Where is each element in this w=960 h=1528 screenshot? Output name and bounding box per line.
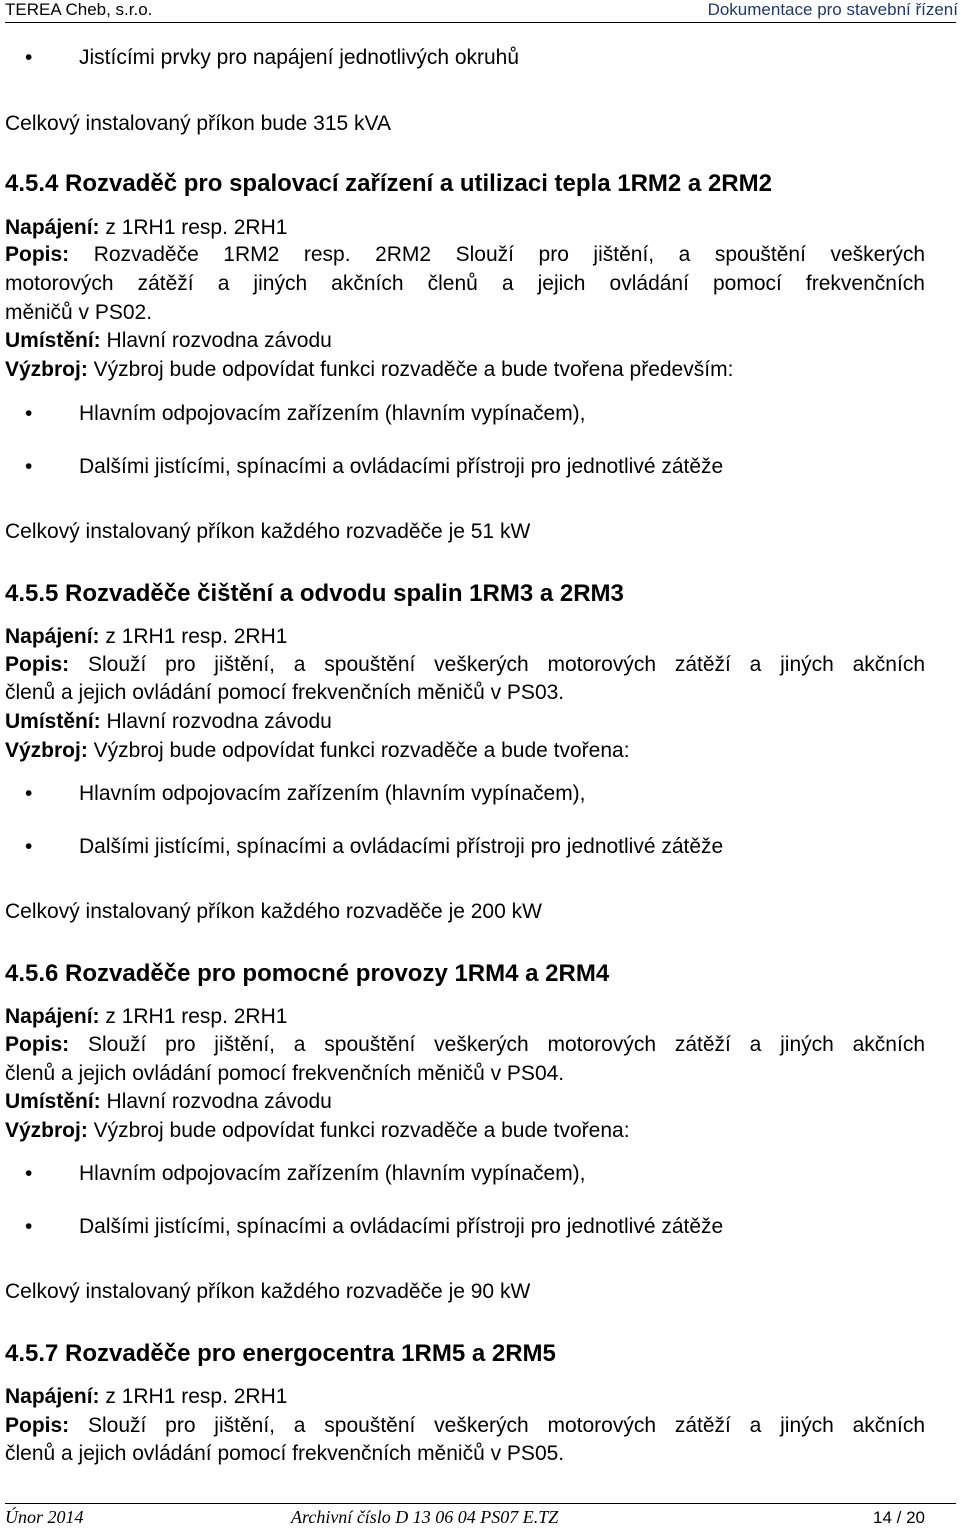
s454-vyzbroj: Výzbroj: Výzbroj bude odpovídat funkci rozvaděče a bude tvořena především: (5, 358, 734, 381)
s455-bullet-1: Hlavním odpojovacím zařízením (hlavním vypínačem), (79, 782, 586, 805)
footer-divider (5, 1503, 956, 1504)
s456-napajeni: Napájení: z 1RH1 resp. 2RH1 (5, 1005, 288, 1028)
s456-bullet-1: Hlavním odpojovacím zařízením (hlavním vypínačem), (79, 1162, 586, 1185)
bullet-dot-icon: • (25, 835, 33, 858)
s456-popis-1: Popis: Slouží pro jištění, a spouštění veškerých motorových zátěží a jiných akčních (5, 1033, 925, 1056)
bullet-dot-icon: • (25, 46, 33, 69)
heading-454: 4.5.4 Rozvaděč pro spalovací zařízení a utilizaci tepla 1RM2 a 2RM2 (5, 170, 772, 197)
bullet-dot-icon: • (25, 1162, 33, 1185)
bullet-dot-icon: • (25, 1215, 33, 1238)
s455-total: Celkový instalovaný příkon každého rozvaděče je 200 kW (5, 900, 542, 923)
s455-napajeni: Napájení: z 1RH1 resp. 2RH1 (5, 625, 288, 648)
s454-bullet-1: Hlavním odpojovacím zařízením (hlavním vypínačem), (79, 402, 586, 425)
s457-popis-1: Popis: Slouží pro jištění, a spouštění veškerých motorových zátěží a jiných akčních (5, 1414, 925, 1437)
footer-archive: Archivní číslo D 13 06 04 PS07 E.TZ (291, 1507, 559, 1527)
bullet-dot-icon: • (25, 455, 33, 478)
top-total: Celkový instalovaný příkon bude 315 kVA (5, 112, 391, 135)
s454-popis-2: motorových zátěží a jiných akčních členů a jejich ovládání pomocí frekvenčních (5, 272, 925, 295)
bullet-dot-icon: • (25, 782, 33, 805)
s454-popis-3: měničů v PS02. (5, 301, 153, 324)
s456-bullet-2: Dalšími jistícími, spínacími a ovládacími přístroji pro jednotlivé zátěže (79, 1215, 724, 1238)
s456-vyzbroj: Výzbroj: Výzbroj bude odpovídat funkci rozvaděče a bude tvořena: (5, 1119, 630, 1142)
top-bullet: Jistícími prvky pro napájení jednotlivých okruhů (79, 46, 520, 69)
footer-date: Únor 2014 (5, 1507, 84, 1527)
s454-total: Celkový instalovaný příkon každého rozvaděče je 51 kW (5, 520, 531, 543)
s454-bullet-2: Dalšími jistícími, spínacími a ovládacími přístroji pro jednotlivé zátěže (79, 455, 724, 478)
s455-bullet-2: Dalšími jistícími, spínacími a ovládacími přístroji pro jednotlivé zátěže (79, 835, 724, 858)
s454-popis-1: Popis: Rozvaděče 1RM2 resp. 2RM2 Slouží pro jištění, a spouštění veškerých (5, 243, 925, 266)
s456-umisteni: Umístění: Hlavní rozvodna závodu (5, 1090, 332, 1113)
s456-popis-2: členů a jejich ovládání pomocí frekvenčních měničů v PS04. (5, 1062, 565, 1085)
s455-popis-1: Popis: Slouží pro jištění, a spouštění veškerých motorových zátěží a jiných akčních (5, 653, 925, 676)
header-divider (5, 22, 956, 23)
s457-napajeni: Napájení: z 1RH1 resp. 2RH1 (5, 1385, 288, 1408)
s457-popis-2: členů a jejich ovládání pomocí frekvenčních měničů v PS05. (5, 1442, 565, 1465)
heading-455: 4.5.5 Rozvaděče čištění a odvodu spalin 1RM3 a 2RM3 (5, 580, 624, 607)
bullet-dot-icon: • (25, 402, 33, 425)
s454-umisteni: Umístění: Hlavní rozvodna závodu (5, 329, 332, 352)
s455-vyzbroj: Výzbroj: Výzbroj bude odpovídat funkci rozvaděče a bude tvořena: (5, 739, 630, 762)
s455-umisteni: Umístění: Hlavní rozvodna závodu (5, 710, 332, 733)
s454-napajeni: Napájení: z 1RH1 resp. 2RH1 (5, 216, 288, 239)
header-company: TEREA Cheb, s.r.o. (5, 0, 153, 19)
header-doc-type: Dokumentace pro stavební řízení (707, 0, 958, 19)
footer-page: 14 / 20 (873, 1508, 925, 1527)
s455-popis-2: členů a jejich ovládání pomocí frekvenčních měničů v PS03. (5, 681, 565, 704)
heading-456: 4.5.6 Rozvaděče pro pomocné provozy 1RM4 a 2RM4 (5, 960, 610, 987)
heading-457: 4.5.7 Rozvaděče pro energocentra 1RM5 a 2RM5 (5, 1340, 556, 1367)
s456-total: Celkový instalovaný příkon každého rozvaděče je 90 kW (5, 1280, 531, 1303)
